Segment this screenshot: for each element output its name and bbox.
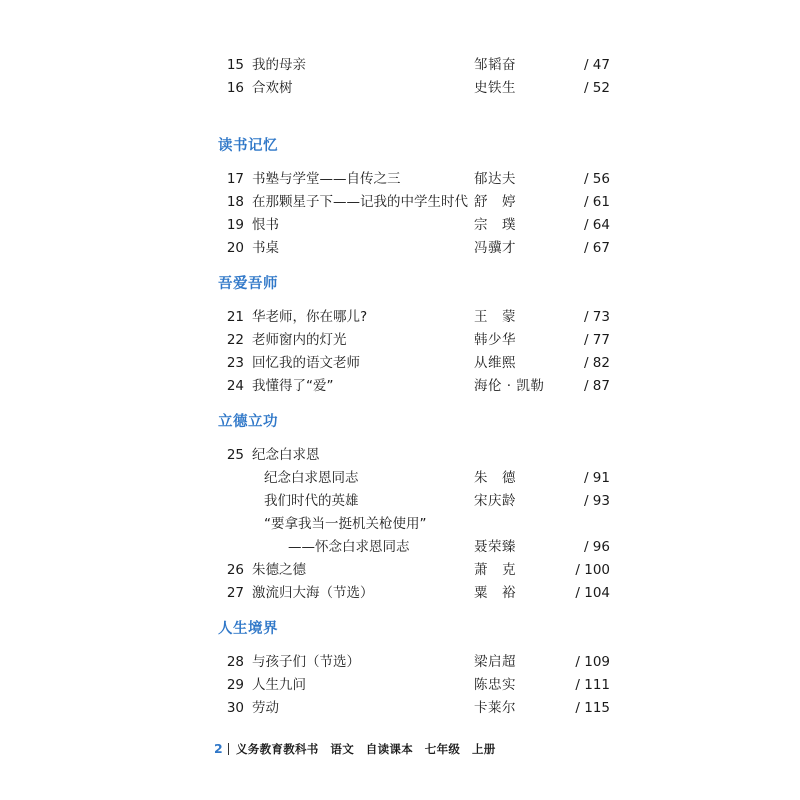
- toc-entry[interactable]: [0, 54, 800, 76]
- entry-number: 29: [226, 677, 244, 693]
- entry-author: 冯骥才: [474, 240, 516, 256]
- entry-page-number: / 67: [583, 240, 610, 256]
- entry-page-number: / 104: [575, 585, 610, 601]
- entry-page-number: / 52: [583, 80, 610, 96]
- entry-title: 在那颗星子下——记我的中学生时代: [252, 194, 468, 210]
- entry-number: 21: [226, 309, 244, 325]
- entry-page-number: / 61: [583, 194, 610, 210]
- entry-number: 19: [226, 217, 244, 233]
- entry-title: 我懂得了“爱”: [252, 378, 334, 394]
- entry-number: 28: [226, 654, 244, 670]
- entry-title: 我的母亲: [252, 57, 306, 73]
- entry-title: 纪念白求恩: [252, 447, 320, 463]
- entry-page-number: / 111: [575, 677, 610, 693]
- entry-author: 聂荣臻: [474, 539, 516, 555]
- entry-author: 郁达夫: [474, 171, 516, 187]
- section-heading: 吾爱吾师: [218, 276, 278, 292]
- entry-number: 18: [226, 194, 244, 210]
- entry-title: 恨书: [252, 217, 279, 233]
- entry-author: 韩少华: [474, 332, 516, 348]
- entry-author: 舒 婷: [474, 194, 516, 210]
- entry-page-number: / 56: [583, 171, 610, 187]
- footer-book-title: 义务教育教科书 语文 自读课本 七年级 上册: [236, 742, 496, 756]
- footer-divider: [228, 743, 229, 755]
- entry-page-number: / 87: [583, 378, 610, 394]
- entry-author: 王 蒙: [474, 309, 516, 325]
- entry-page-number: / 47: [583, 57, 610, 73]
- section-heading: 人生境界: [218, 621, 278, 637]
- entry-title: 我们时代的英雄: [264, 493, 359, 509]
- entry-number: 30: [226, 700, 244, 716]
- entry-author: 朱 德: [474, 470, 516, 486]
- toc-entry[interactable]: [0, 214, 800, 236]
- entry-author: 史铁生: [474, 80, 516, 96]
- toc-entry[interactable]: [0, 513, 800, 535]
- entry-title: 激流归大海（节选）: [252, 585, 374, 601]
- entry-number: 15: [226, 57, 244, 73]
- toc-entry[interactable]: [0, 559, 800, 581]
- entry-page-number: / 93: [583, 493, 610, 509]
- entry-title: 华老师，你在哪儿?: [252, 309, 368, 325]
- entry-author: 梁启超: [474, 654, 516, 670]
- entry-title: ——怀念白求恩同志: [288, 539, 410, 555]
- entry-author: 从维熙: [474, 355, 516, 371]
- entry-title: “要拿我当一挺机关枪使用”: [264, 516, 427, 532]
- entry-title: 朱德之德: [252, 562, 306, 578]
- entry-title: 合欢树: [252, 80, 293, 96]
- entry-number: 25: [226, 447, 244, 463]
- entry-title: 老师窗内的灯光: [252, 332, 347, 348]
- toc-entry[interactable]: [0, 77, 800, 99]
- entry-page-number: / 73: [583, 309, 610, 325]
- toc-entry[interactable]: [0, 651, 800, 673]
- entry-title: 与孩子们（节选）: [252, 654, 360, 670]
- entry-author: 海伦 · 凯勒: [474, 378, 545, 394]
- entry-author: 邹韬奋: [474, 57, 516, 73]
- toc-entry[interactable]: [0, 375, 800, 397]
- entry-page-number: / 96: [583, 539, 610, 555]
- toc-entry[interactable]: [0, 237, 800, 259]
- entry-author: 宗 璞: [474, 217, 516, 233]
- entry-title: 劳动: [252, 700, 279, 716]
- entry-title: 人生九问: [252, 677, 306, 693]
- entry-page-number: / 91: [583, 470, 610, 486]
- entry-author: 萧 克: [474, 562, 516, 578]
- entry-number: 27: [226, 585, 244, 601]
- entry-title: 纪念白求恩同志: [264, 470, 359, 486]
- toc-entry[interactable]: [0, 697, 800, 719]
- page-footer: [0, 738, 800, 760]
- entry-number: 26: [226, 562, 244, 578]
- entry-page-number: / 109: [575, 654, 610, 670]
- entry-title: 书塾与学堂——自传之三: [252, 171, 401, 187]
- entry-page-number: / 82: [583, 355, 610, 371]
- entry-number: 22: [226, 332, 244, 348]
- section-heading: 立德立功: [218, 414, 278, 430]
- entry-number: 17: [226, 171, 244, 187]
- entry-page-number: / 115: [575, 700, 610, 716]
- toc-entry[interactable]: [0, 168, 800, 190]
- toc-entry[interactable]: [0, 329, 800, 351]
- entry-page-number: / 64: [583, 217, 610, 233]
- toc-entry[interactable]: [0, 306, 800, 328]
- entry-page-number: / 100: [575, 562, 610, 578]
- entry-number: 20: [226, 240, 244, 256]
- entry-number: 24: [226, 378, 244, 394]
- toc-entry[interactable]: [0, 490, 800, 512]
- toc-entry[interactable]: [0, 582, 800, 604]
- entry-title: 书桌: [252, 240, 279, 256]
- toc-entry[interactable]: [0, 536, 800, 558]
- toc-entry[interactable]: [0, 444, 800, 466]
- toc-entry[interactable]: [0, 352, 800, 374]
- footer-page-number: 2: [214, 741, 223, 756]
- toc-entry[interactable]: [0, 191, 800, 213]
- entry-title: 回忆我的语文老师: [252, 355, 360, 371]
- entry-author: 卡莱尔: [474, 700, 516, 716]
- section-heading: 读书记忆: [218, 138, 278, 154]
- entry-page-number: / 77: [583, 332, 610, 348]
- toc-entry[interactable]: [0, 674, 800, 696]
- entry-number: 23: [226, 355, 244, 371]
- toc-entry[interactable]: [0, 467, 800, 489]
- entry-author: 粟 裕: [474, 585, 516, 601]
- entry-author: 陈忠实: [474, 677, 516, 693]
- entry-number: 16: [226, 80, 244, 96]
- entry-author: 宋庆龄: [474, 493, 516, 509]
